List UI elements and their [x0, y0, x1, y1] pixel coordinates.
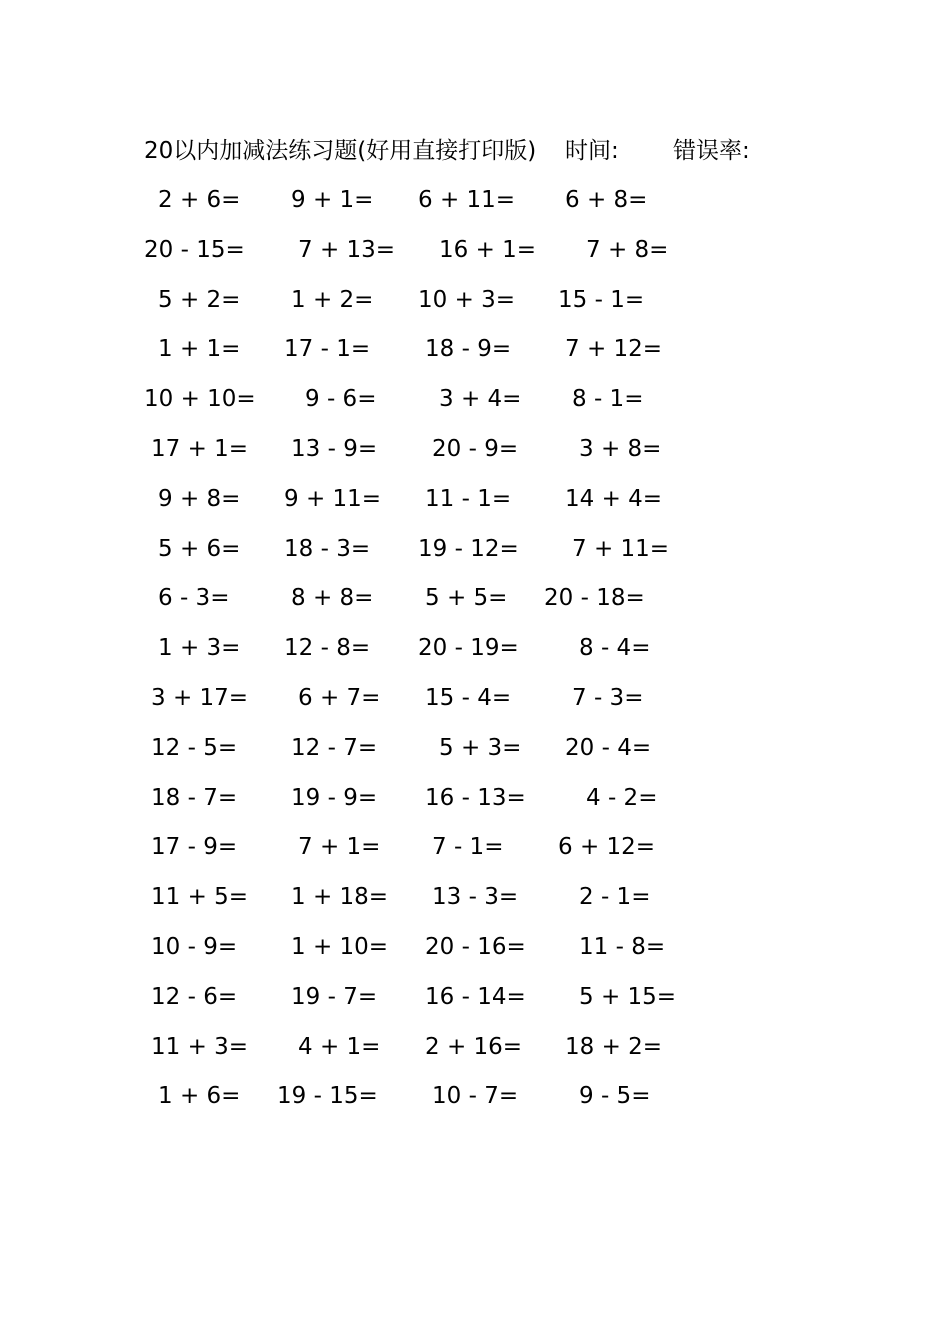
math-problem: 16 - 14= [425, 984, 526, 1010]
math-problem: 9 + 1= [291, 187, 374, 213]
math-problem: 15 - 1= [558, 287, 645, 313]
math-problem: 2 + 6= [158, 187, 241, 213]
math-problem: 13 - 3= [432, 884, 519, 910]
math-problem: 20 - 9= [432, 436, 519, 462]
math-problem: 18 - 3= [284, 536, 371, 562]
math-problem: 19 - 9= [291, 785, 378, 811]
math-problem: 14 + 4= [565, 486, 663, 512]
math-problem: 4 - 2= [586, 785, 658, 811]
math-problem: 7 + 8= [586, 237, 669, 263]
math-problem: 12 - 5= [151, 735, 238, 761]
math-problem: 7 - 3= [572, 685, 644, 711]
math-problem: 12 - 7= [291, 735, 378, 761]
worksheet-title: 20以内加减法练习题(好用直接打印版) [144, 138, 537, 164]
math-problem: 1 + 2= [291, 287, 374, 313]
math-problem: 8 - 4= [579, 635, 651, 661]
math-problem: 1 + 10= [291, 934, 389, 960]
math-problem: 7 + 13= [298, 237, 396, 263]
math-problem: 17 - 9= [151, 834, 238, 860]
math-problem: 9 + 8= [158, 486, 241, 512]
math-problem: 12 - 8= [284, 635, 371, 661]
math-problem: 10 + 3= [418, 287, 516, 313]
math-problem: 5 + 2= [158, 287, 241, 313]
math-problem: 11 + 5= [151, 884, 249, 910]
math-problem: 6 + 8= [565, 187, 648, 213]
math-problem: 5 + 3= [439, 735, 522, 761]
math-problem: 20 - 15= [144, 237, 245, 263]
math-problem: 12 - 6= [151, 984, 238, 1010]
math-problem: 15 - 4= [425, 685, 512, 711]
math-problem: 4 + 1= [298, 1034, 381, 1060]
math-problem: 10 - 7= [432, 1083, 519, 1109]
math-problem: 5 + 5= [425, 585, 508, 611]
math-problem: 9 + 11= [284, 486, 382, 512]
math-problem: 10 + 10= [144, 386, 256, 412]
math-problem: 16 + 1= [439, 237, 537, 263]
math-problem: 20 - 19= [418, 635, 519, 661]
math-problem: 10 - 9= [151, 934, 238, 960]
math-problem: 20 - 16= [425, 934, 526, 960]
math-problem: 20 - 4= [565, 735, 652, 761]
math-problem: 6 - 3= [158, 585, 230, 611]
math-problem: 2 - 1= [579, 884, 651, 910]
math-problem: 1 + 18= [291, 884, 389, 910]
math-problem: 6 + 12= [558, 834, 656, 860]
math-problem: 8 + 8= [291, 585, 374, 611]
math-problem: 1 + 1= [158, 336, 241, 362]
math-problem: 19 - 15= [277, 1083, 378, 1109]
math-problem: 7 + 11= [572, 536, 670, 562]
math-problem: 8 - 1= [572, 386, 644, 412]
math-problem: 5 + 15= [579, 984, 677, 1010]
math-problem: 17 + 1= [151, 436, 249, 462]
math-problem: 11 - 8= [579, 934, 666, 960]
math-problem: 3 + 8= [579, 436, 662, 462]
math-problem: 7 + 1= [298, 834, 381, 860]
math-problem: 9 - 5= [579, 1083, 651, 1109]
error-rate-label: 错误率: [673, 138, 750, 164]
math-problem: 7 + 12= [565, 336, 663, 362]
math-problem: 3 + 17= [151, 685, 249, 711]
math-problem: 17 - 1= [284, 336, 371, 362]
math-problem: 16 - 13= [425, 785, 526, 811]
math-problem: 1 + 3= [158, 635, 241, 661]
math-problem: 19 - 7= [291, 984, 378, 1010]
math-problem: 18 - 7= [151, 785, 238, 811]
math-problem: 9 - 6= [305, 386, 377, 412]
math-problem: 19 - 12= [418, 536, 519, 562]
math-problem: 13 - 9= [291, 436, 378, 462]
math-problem: 20 - 18= [544, 585, 645, 611]
math-problem: 1 + 6= [158, 1083, 241, 1109]
math-problem: 11 + 3= [151, 1034, 249, 1060]
math-problem: 3 + 4= [439, 386, 522, 412]
math-problem: 2 + 16= [425, 1034, 523, 1060]
math-problem: 18 + 2= [565, 1034, 663, 1060]
math-problem: 7 - 1= [432, 834, 504, 860]
math-problem: 11 - 1= [425, 486, 512, 512]
time-label: 时间: [565, 138, 619, 164]
math-problem: 5 + 6= [158, 536, 241, 562]
math-problem: 6 + 11= [418, 187, 516, 213]
math-problem: 18 - 9= [425, 336, 512, 362]
math-problem: 6 + 7= [298, 685, 381, 711]
